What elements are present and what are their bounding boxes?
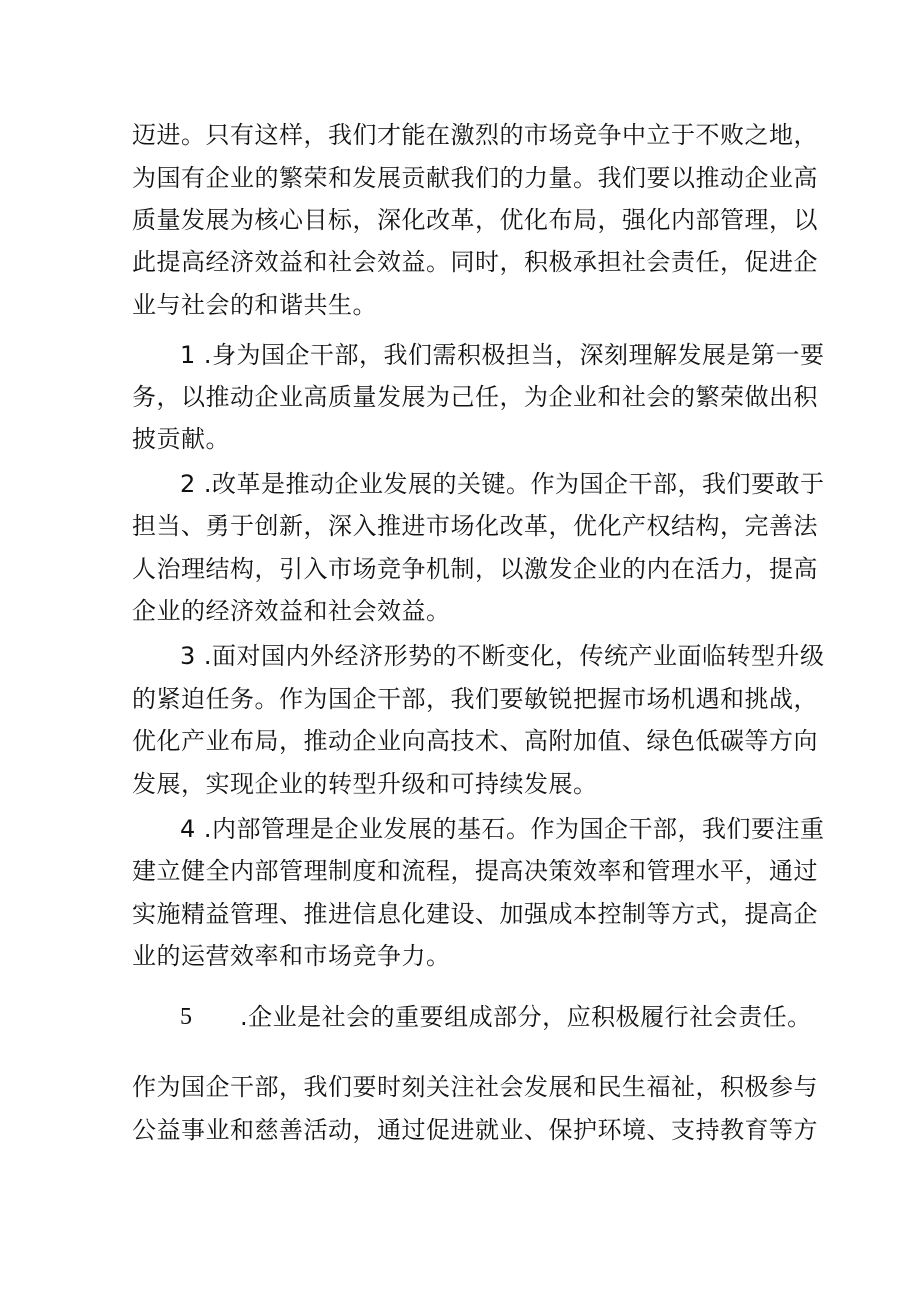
paragraph-line: 作为国企干部，我们要时刻关注社会发展和民生福祉，积极参与: [132, 1073, 818, 1101]
paragraph-line: 务，以推动企业高质量发展为己任，为企业和社会的繁荣做出积: [132, 383, 818, 411]
paragraph-line: 担当、勇于创新，深入推进市场化改革，优化产权结构，完善法: [132, 512, 818, 540]
list-item-5-number: 5: [180, 1004, 193, 1030]
list-item-3-line: 3 .面对国内外经济形势的不断变化，传统产业面临转型升级: [180, 642, 825, 670]
paragraph-line: 优化产业布局，推动企业向高技术、高附加值、绿色低碳等方向: [132, 727, 818, 755]
list-item-5-line: .企业是社会的重要组成部分，应积极履行社会责任。: [240, 1003, 812, 1031]
paragraph-line: 公益事业和慈善活动，通过促进就业、保护环境、支持教育等方: [132, 1116, 818, 1144]
paragraph-line: 迈进。只有这样，我们才能在激烈的市场竞争中立于不败之地，: [132, 121, 818, 149]
list-item-2-line: 2 .改革是推动企业发展的关键。作为国企干部，我们要敢于: [180, 470, 825, 498]
paragraph-line: 披贡献。: [132, 425, 230, 453]
paragraph-line: 实施精益管理、推进信息化建设、加强成本控制等方式，提高企: [132, 900, 818, 928]
paragraph-line: 为国有企业的繁荣和发展贡献我们的力量。我们要以推动企业高: [132, 164, 818, 192]
list-item-1-line: 1 .身为国企干部，我们需积极担当，深刻理解发展是第一要: [180, 341, 825, 369]
paragraph-line: 此提高经济效益和社会效益。同时，积极承担社会责任，促进企: [132, 248, 818, 276]
paragraph-line: 发展，实现企业的转型升级和可持续发展。: [132, 770, 598, 798]
paragraph-line: 质量发展为核心目标，深化改革，优化布局，强化内部管理，以: [132, 206, 818, 234]
paragraph-line: 的紧迫任务。作为国企干部，我们要敏锐把握市场机遇和挑战，: [132, 685, 818, 713]
paragraph-line: 人治理结构，引入市场竞争机制，以激发企业的内在活力，提高: [132, 555, 818, 583]
paragraph-line: 建立健全内部管理制度和流程，提高决策效率和管理水平，通过: [132, 857, 818, 885]
paragraph-line: 业与社会的和谐共生。: [132, 291, 377, 319]
paragraph-line: 业的运营效率和市场竞争力。: [132, 942, 451, 970]
list-item-4-line: 4 .内部管理是企业发展的基石。作为国企干部，我们要注重: [180, 815, 825, 843]
paragraph-line: 企业的经济效益和社会效益。: [132, 597, 451, 625]
